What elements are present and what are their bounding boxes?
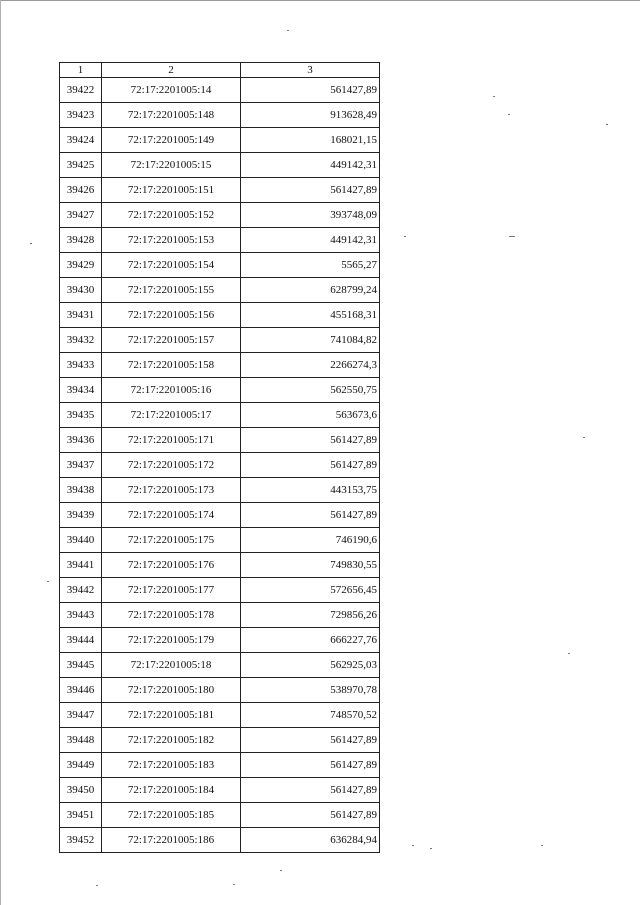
row-number-cell: 39430: [60, 278, 102, 303]
header-row: [60, 63, 380, 78]
value-cell: 2266274,3: [241, 353, 380, 378]
cadastral-number-cell: 72:17:2201005:15: [102, 153, 241, 178]
table-row: [60, 828, 380, 853]
value-cell: 561427,89: [241, 803, 380, 828]
value-cell: 561427,89: [241, 78, 380, 103]
cadastral-number-cell: 72:17:2201005:182: [102, 728, 241, 753]
row-number-cell: 39445: [60, 653, 102, 678]
value-cell: 561427,89: [241, 503, 380, 528]
table-body: [60, 78, 380, 853]
row-number-cell: 39442: [60, 578, 102, 603]
table-row: [60, 403, 380, 428]
cadastral-number-cell: 72:17:2201005:176: [102, 553, 241, 578]
table-row: [60, 278, 380, 303]
table-row: [60, 353, 380, 378]
row-number-cell: 39433: [60, 353, 102, 378]
table-row: [60, 678, 380, 703]
row-number-cell: 39444: [60, 628, 102, 653]
table-row: [60, 728, 380, 753]
row-number-cell: 39438: [60, 478, 102, 503]
row-number-cell: 39449: [60, 753, 102, 778]
table-row: [60, 753, 380, 778]
cadastral-number-cell: 72:17:2201005:155: [102, 278, 241, 303]
scan-speck: [430, 848, 432, 849]
cadastral-number-cell: 72:17:2201005:14: [102, 78, 241, 103]
row-number-cell: 39448: [60, 728, 102, 753]
table-row: [60, 128, 380, 153]
page-top-edge: [0, 0, 640, 1]
scan-speck: [493, 96, 495, 97]
table-row: [60, 228, 380, 253]
cadastral-number-cell: 72:17:2201005:152: [102, 203, 241, 228]
value-cell: 561427,89: [241, 728, 380, 753]
row-number-cell: 39426: [60, 178, 102, 203]
table-row: [60, 628, 380, 653]
value-cell: 749830,55: [241, 553, 380, 578]
cadastral-value-table: [59, 62, 380, 853]
value-cell: 561427,89: [241, 453, 380, 478]
cadastral-number-cell: 72:17:2201005:183: [102, 753, 241, 778]
row-number-cell: 39427: [60, 203, 102, 228]
row-number-cell: 39443: [60, 603, 102, 628]
document-table-container: [59, 62, 380, 853]
table-row: [60, 328, 380, 353]
value-cell: 561427,89: [241, 753, 380, 778]
scan-speck: [47, 581, 49, 582]
cadastral-number-cell: 72:17:2201005:153: [102, 228, 241, 253]
cadastral-number-cell: 72:17:2201005:178: [102, 603, 241, 628]
row-number-cell: 39425: [60, 153, 102, 178]
table-row: [60, 378, 380, 403]
value-cell: 563673,6: [241, 403, 380, 428]
table-row: [60, 478, 380, 503]
row-number-cell: 39451: [60, 803, 102, 828]
value-cell: 636284,94: [241, 828, 380, 853]
value-cell: 572656,45: [241, 578, 380, 603]
cadastral-number-cell: 72:17:2201005:16: [102, 378, 241, 403]
scan-speck: [30, 243, 32, 244]
value-cell: 393748,09: [241, 203, 380, 228]
cadastral-number-cell: 72:17:2201005:18: [102, 653, 241, 678]
table-row: [60, 578, 380, 603]
scan-speck: [568, 653, 570, 654]
cadastral-number-cell: 72:17:2201005:151: [102, 178, 241, 203]
table-row: [60, 453, 380, 478]
table-row: [60, 253, 380, 278]
row-number-cell: 39437: [60, 453, 102, 478]
value-cell: 168021,15: [241, 128, 380, 153]
page-left-edge: [0, 0, 1, 905]
row-number-cell: 39423: [60, 103, 102, 128]
header-col-3: 3: [241, 63, 380, 78]
row-number-cell: 39428: [60, 228, 102, 253]
cadastral-number-cell: 72:17:2201005:173: [102, 478, 241, 503]
cadastral-number-cell: 72:17:2201005:186: [102, 828, 241, 853]
table-header: [60, 63, 380, 78]
value-cell: 561427,89: [241, 778, 380, 803]
scan-speck: [404, 236, 406, 237]
cadastral-number-cell: 72:17:2201005:149: [102, 128, 241, 153]
table-row: [60, 503, 380, 528]
table-row: [60, 778, 380, 803]
row-number-cell: 39436: [60, 428, 102, 453]
row-number-cell: 39440: [60, 528, 102, 553]
scan-speck: [541, 845, 543, 846]
cadastral-number-cell: 72:17:2201005:180: [102, 678, 241, 703]
row-number-cell: 39439: [60, 503, 102, 528]
scan-speck: [412, 845, 414, 846]
cadastral-number-cell: 72:17:2201005:154: [102, 253, 241, 278]
value-cell: 562925,03: [241, 653, 380, 678]
value-cell: 562550,75: [241, 378, 380, 403]
value-cell: 455168,31: [241, 303, 380, 328]
table-row: [60, 603, 380, 628]
cadastral-number-cell: 72:17:2201005:172: [102, 453, 241, 478]
value-cell: 748570,52: [241, 703, 380, 728]
value-cell: 449142,31: [241, 153, 380, 178]
table-row: [60, 428, 380, 453]
cadastral-number-cell: 72:17:2201005:158: [102, 353, 241, 378]
row-number-cell: 39452: [60, 828, 102, 853]
value-cell: 538970,78: [241, 678, 380, 703]
cadastral-number-cell: 72:17:2201005:171: [102, 428, 241, 453]
cadastral-number-cell: 72:17:2201005:17: [102, 403, 241, 428]
table-row: [60, 653, 380, 678]
cadastral-number-cell: 72:17:2201005:185: [102, 803, 241, 828]
table-row: [60, 103, 380, 128]
cadastral-number-cell: 72:17:2201005:156: [102, 303, 241, 328]
cadastral-number-cell: 72:17:2201005:148: [102, 103, 241, 128]
cadastral-number-cell: 72:17:2201005:175: [102, 528, 241, 553]
row-number-cell: 39422: [60, 78, 102, 103]
value-cell: 449142,31: [241, 228, 380, 253]
table-row: [60, 703, 380, 728]
row-number-cell: 39434: [60, 378, 102, 403]
table-row: [60, 78, 380, 103]
scan-speck: [509, 236, 515, 237]
row-number-cell: 39424: [60, 128, 102, 153]
table-row: [60, 528, 380, 553]
scan-speck: [280, 870, 282, 871]
row-number-cell: 39446: [60, 678, 102, 703]
row-number-cell: 39431: [60, 303, 102, 328]
value-cell: 729856,26: [241, 603, 380, 628]
cadastral-number-cell: 72:17:2201005:177: [102, 578, 241, 603]
value-cell: 666227,76: [241, 628, 380, 653]
cadastral-number-cell: 72:17:2201005:174: [102, 503, 241, 528]
scan-speck: [287, 30, 289, 31]
value-cell: 913628,49: [241, 103, 380, 128]
scan-speck: [233, 884, 235, 885]
value-cell: 5565,27: [241, 253, 380, 278]
row-number-cell: 39450: [60, 778, 102, 803]
value-cell: 561427,89: [241, 178, 380, 203]
header-col-1: 1: [60, 63, 102, 78]
row-number-cell: 39441: [60, 553, 102, 578]
cadastral-number-cell: 72:17:2201005:181: [102, 703, 241, 728]
scan-speck: [508, 114, 510, 115]
row-number-cell: 39429: [60, 253, 102, 278]
value-cell: 443153,75: [241, 478, 380, 503]
table-row: [60, 303, 380, 328]
table-row: [60, 803, 380, 828]
row-number-cell: 39435: [60, 403, 102, 428]
table-row: [60, 203, 380, 228]
scan-speck: [583, 437, 585, 438]
cadastral-number-cell: 72:17:2201005:157: [102, 328, 241, 353]
table-row: [60, 178, 380, 203]
value-cell: 628799,24: [241, 278, 380, 303]
table-row: [60, 153, 380, 178]
table-row: [60, 553, 380, 578]
row-number-cell: 39432: [60, 328, 102, 353]
value-cell: 741084,82: [241, 328, 380, 353]
value-cell: 746190,6: [241, 528, 380, 553]
scan-speck: [606, 124, 608, 125]
row-number-cell: 39447: [60, 703, 102, 728]
header-col-2: 2: [102, 63, 241, 78]
scan-speck: [96, 885, 98, 886]
value-cell: 561427,89: [241, 428, 380, 453]
cadastral-number-cell: 72:17:2201005:184: [102, 778, 241, 803]
cadastral-number-cell: 72:17:2201005:179: [102, 628, 241, 653]
